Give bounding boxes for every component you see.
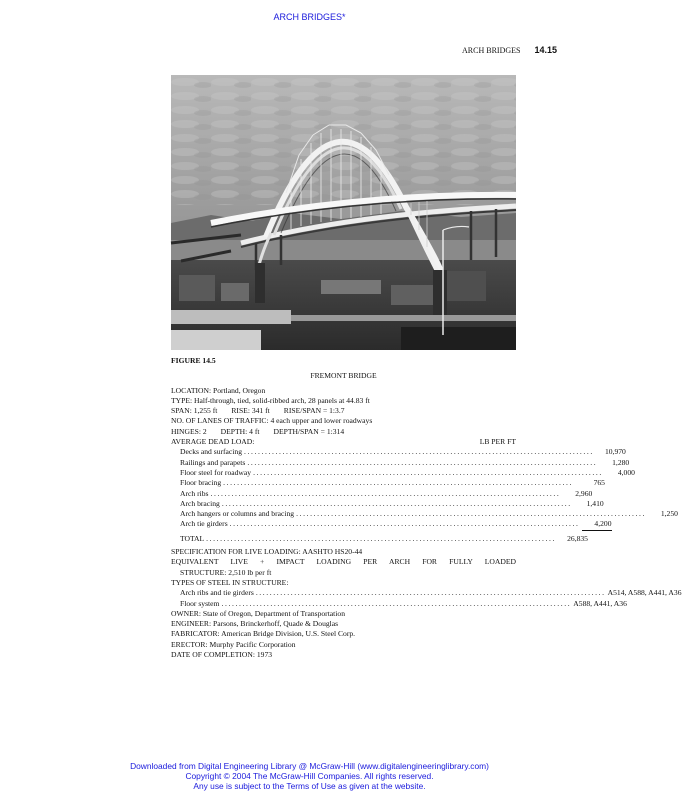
dead-load-row: Arch hangers or columns and bracing .................................................................................................... 1,250 xyxy=(180,509,678,519)
hinges-value: HINGES: 2 xyxy=(171,426,207,436)
span-line xyxy=(171,406,516,416)
rise-span-value: RISE/SPAN = 1:3.7 xyxy=(283,406,345,416)
figure-title: FREMONT BRIDGE xyxy=(310,371,377,381)
owner-line: OWNER: State of Oregon, Department of Transportation xyxy=(171,608,345,618)
completion-line: DATE OF COMPLETION: 1973 xyxy=(171,650,273,660)
dead-load-label: Arch ribs xyxy=(180,488,209,498)
footer-terms-link[interactable]: Any use is subject to the Terms of Use as given at the website. xyxy=(193,781,426,791)
dead-load-row: Railings and parapets .................................................................................................... 1,280 xyxy=(180,457,630,467)
dead-load-unit: LB PER FT xyxy=(479,437,516,447)
running-head xyxy=(462,45,557,55)
footer xyxy=(0,761,619,791)
section-number: 14.15 xyxy=(534,45,557,55)
dead-load-row: Floor steel for roadway .................................................................................................... 4,000 xyxy=(180,467,635,477)
dead-load-value: 1,410 xyxy=(586,498,604,508)
engineer-line: ENGINEER: Parsons, Brinckerhoff, Quade & Douglas xyxy=(171,619,339,629)
dead-load-value: 765 xyxy=(593,478,605,488)
dead-load-row: Floor bracing .................................................................................................... 765 xyxy=(180,478,605,488)
depth-value: DEPTH: 4 ft xyxy=(220,426,260,436)
type-line: TYPE: Half-through, tied, solid-ribbed arch, 28 panels at 44.83 ft xyxy=(171,395,370,405)
dead-load-row: Arch tie girders .................................................................................................... 4,200 xyxy=(171,519,516,530)
steel-value: A588, A441, A36 xyxy=(573,598,627,608)
dead-load-row: Arch ribs .................................................................................................... 2,960 xyxy=(180,488,593,498)
dead-load-value: 2,960 xyxy=(575,488,593,498)
dead-load-label: Floor bracing xyxy=(180,478,222,488)
steel-value: A514, A588, A441, A36 xyxy=(607,588,682,598)
fremont-bridge-photo xyxy=(171,75,516,350)
dead-load-header: AVERAGE DEAD LOAD: xyxy=(171,437,255,447)
hinges-line xyxy=(171,427,516,437)
dead-load-label: Floor steel for roadway xyxy=(180,467,252,477)
figure-spec-block xyxy=(171,356,682,660)
steel-label: Arch ribs and tie girders xyxy=(180,588,254,598)
running-head-title: ARCH BRIDGES xyxy=(462,46,521,55)
dead-load-header-row xyxy=(171,437,516,447)
dead-load-row: Arch bracing .................................................................................................... 1,410 xyxy=(180,498,604,508)
span-value: SPAN: 1,255 ft xyxy=(171,406,218,416)
dead-load-value: 1,250 xyxy=(660,509,678,519)
dead-load-label: Arch bracing xyxy=(180,498,220,508)
total-label: TOTAL xyxy=(180,533,205,543)
lanes-line: NO. OF LANES OF TRAFFIC: 4 each upper and lower roadways xyxy=(171,416,373,426)
steel-label: Floor system xyxy=(180,598,220,608)
dead-load-label: Arch tie girders xyxy=(180,519,228,529)
chapter-link[interactable]: ARCH BRIDGES* xyxy=(273,12,346,22)
dead-load-value: 10,970 xyxy=(604,447,626,457)
dead-load-value: 4,200 xyxy=(582,519,612,530)
dead-load-label: Railings and parapets xyxy=(180,457,246,467)
live-loading-line: SPECIFICATION FOR LIVE LOADING: AASHTO HS20-44 xyxy=(171,547,363,557)
dead-load-value: 4,000 xyxy=(617,467,635,477)
steel-header: TYPES OF STEEL IN STRUCTURE: xyxy=(171,577,289,587)
dead-load-total-row: TOTAL .................................................................................................... 26,835 xyxy=(180,533,588,543)
dead-load-label: Decks and surfacing xyxy=(180,447,242,457)
equivalent-loading-line: EQUIVALENT LIVE + IMPACT LOADING PER ARCH FOR FULLY LOADED xyxy=(171,557,516,567)
figure-label: FIGURE 14.5 xyxy=(171,356,216,365)
fabricator-line: FABRICATOR: American Bridge Division, U.S. Steel Corp. xyxy=(171,629,356,639)
dead-load-label: Arch hangers or columns and bracing xyxy=(180,509,295,519)
dead-load-row: Decks and surfacing .................................................................................................... 10,970 xyxy=(180,447,626,457)
total-value: 26,835 xyxy=(567,533,588,543)
dead-load-value: 1,280 xyxy=(612,457,630,467)
steel-row: Floor system .................................................................................................... A588, A441, A36 xyxy=(180,598,627,608)
footer-download-link[interactable]: Downloaded from Digital Engineering Library @ McGraw-Hill (www.digitalengineeringlibrary.com) xyxy=(130,761,489,771)
steel-row: Arch ribs and tie girders .................................................................................................... A514, A588, A441, A36 xyxy=(180,588,682,598)
depth-span-value: DEPTH/SPAN = 1:314 xyxy=(273,426,345,436)
footer-copyright: Copyright © 2004 The McGraw-Hill Companies. All rights reserved. xyxy=(185,771,434,781)
rise-value: RISE: 341 ft xyxy=(231,406,270,416)
location-line: LOCATION: Portland, Oregon xyxy=(171,385,266,395)
erector-line: ERECTOR: Murphy Pacific Corporation xyxy=(171,639,296,649)
equivalent-loading-value: STRUCTURE: 2,510 lb per ft xyxy=(180,567,272,577)
